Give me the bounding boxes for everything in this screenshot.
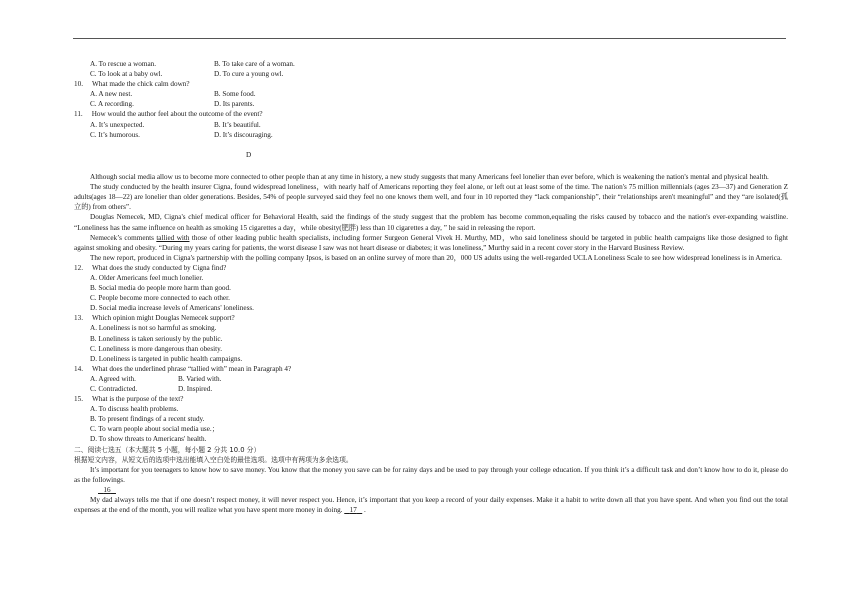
question-stem: What is the purpose of the text?: [91, 395, 184, 404]
q14-options-row1: [74, 374, 788, 384]
q10-options-row1: [74, 89, 788, 99]
q11-option-a: A. It’s unexpected.: [90, 120, 145, 129]
blank-17-number: 17: [349, 506, 357, 515]
question-stem: What made the chick calm down?: [91, 80, 190, 89]
q10-option-a: A. A new nest.: [90, 90, 133, 99]
q11-options-row2: [74, 130, 788, 140]
cloze-paragraph-2-text: My dad always tells me that if one doesn’t respect money, it will never respect you. Hence, it’s important that you keep a record of your daily expenses. Make it a habit to write down all that you have spent. And when you find out the total expenses at the end of the month, you will realize what you have spent more money in doing.: [74, 496, 788, 515]
q11-stem-line: [74, 109, 788, 119]
question-number: 15.: [74, 395, 83, 404]
q9-option-c: C. To look at a baby owl.: [90, 70, 163, 79]
underlined-phrase: tallied with: [156, 233, 190, 242]
q14-option-b: B. Varied with.: [178, 374, 222, 383]
section-heading: 二、阅读七选五（本大题共 5 小题，每小题 2 分共 10.0 分）: [74, 445, 261, 454]
q15-option-b: B. To present findings of a recent study.: [90, 415, 205, 424]
q10-options-row2: [74, 99, 788, 109]
question-number: 12.: [74, 263, 83, 272]
q9-options-row1: [74, 59, 788, 69]
exam-page: [74, 59, 788, 515]
passage-label: D: [246, 150, 252, 159]
q13-option-d: D. Loneliness is targeted in public health campaigns.: [90, 354, 243, 363]
passage-paragraph-3: Douglas Nemecek, MD, Cigna's chief medical officer for Behavioral Health, said the findings of the study suggest that the problem has become common,equaling the risks caused by tobacco and the nation's ever-expanding waistline. “Loneliness has the same influence on health as smoking 15 cigarettes a day，while obesity(肥胖) less than 10 cigarettes a day, ” he said in releasing the report.: [74, 213, 788, 232]
q11-option-d: D. It’s discouraging.: [214, 130, 273, 139]
q14-option-d: D. Inspired.: [178, 385, 213, 393]
q15-stem-line: [74, 394, 788, 404]
q9-option-a: A. To rescue a woman.: [90, 60, 157, 68]
q10-stem-line: [74, 79, 788, 89]
passage-paragraph-1: Although social media allow us to become more connected to other people than at any time in history, a new study suggests that many Americans feel lonelier than ever before, which is weakening the nation's mental and physical health.: [90, 173, 769, 182]
question-number: 14.: [74, 364, 83, 373]
q14-stem-line: [74, 364, 788, 374]
passage-paragraph-4: [74, 233, 788, 253]
cloze-paragraph-2-end: .: [362, 506, 366, 515]
passage-paragraph-5: The new report, produced in Cigna's partnership with the polling company Ipsos, is based on an online survey of more than 20，000 US adults using the well-regarded UCLA Loneliness Scale to see how widespread loneliness is in America.: [90, 253, 782, 262]
header-rule: [73, 38, 786, 39]
q10-option-b: B. Some food.: [214, 90, 256, 99]
q9-option-b: B. To take care of a woman.: [214, 60, 295, 68]
section-instruction: 根据短文内容，从短文后的选项中选出能填入空白处的最佳选项。选项中有两项为多余选项。: [74, 455, 353, 464]
spacer: [74, 160, 788, 170]
question-number: 13.: [74, 314, 83, 323]
q9-option-d: D. To cure a young owl.: [214, 70, 284, 79]
blank-17: [344, 506, 362, 514]
q9-options-row2: [74, 69, 788, 79]
q10-option-c: C. A recording.: [90, 100, 134, 109]
q12-option-c: C. People become more connected to each other.: [90, 294, 230, 303]
blank-16-line: [74, 485, 788, 495]
q13-stem-line: [74, 313, 788, 323]
q13-option-a: A. Loneliness is not so harmful as smoking.: [90, 324, 217, 333]
q15-option-d: D. To show threats to Americans' health.: [90, 435, 207, 444]
q15-option-c: C. To warn people about social media use.；: [90, 425, 219, 434]
question-stem: How would the author feel about the outcome of the event?: [91, 110, 263, 119]
q13-option-b: B. Loneliness is taken seriously by the public.: [90, 334, 223, 343]
q14-option-c: C. Contradicted.: [90, 385, 138, 393]
q14-option-a: A. Agreed with.: [90, 374, 136, 383]
q13-option-c: C. Loneliness is more dangerous than obesity.: [90, 344, 223, 353]
paragraph-4-start: Nemecek’s comments: [90, 233, 157, 242]
blank-16-number: 16: [103, 485, 111, 494]
question-stem: What does the study conducted by Cigna find?: [91, 263, 227, 272]
q11-options-row1: [74, 120, 788, 130]
passage-paragraph-2: The study conducted by the health insurer Cigna, found widespread loneliness，with nearly half of Americans reporting they feel alone, or left out at least some of the time. The nation's 75 million millennials (ages 23—37) and Generation Z adults(ages 18—22) are lonelier than older generations. Besides, 54% of people surveyed said they feel no one knows them well, and four in 10 reported they “lack companionship”, their “relationships aren't meaningful” and they “are isolated(孤立的) from others”.: [74, 183, 788, 212]
q11-option-b: B. It’s beautiful.: [214, 120, 261, 129]
q12-option-b: B. Social media do people more harm than good.: [90, 284, 231, 293]
q11-option-c: C. It’s humorous.: [90, 130, 140, 139]
cloze-paragraph-1: It’s important for you teenagers to know how to save money. You know that the money you save can be for rainy days and be used to pay through your college education. If you think it’s a difficult task and don’t know how to do it, please do as the followings.: [74, 465, 788, 484]
question-stem: Which opinion might Douglas Nemecek support?: [91, 314, 235, 323]
q15-option-a: A. To discuss health problems.: [90, 405, 179, 414]
paragraph-4-end: those of other leading public health specialists, including former Surgeon General Vivek H. Murthy, MD，who said loneliness should be targeted in public health campaigns like those designed to fight against smoking and obesity. “During my years caring for patients, the worst disease I saw was not heart disease or diabetes; it was loneliness,” Murthy said in a recent cover story in the Harvard Business Review.: [74, 233, 788, 252]
q14-options-row2: [74, 384, 788, 394]
question-number: 11.: [74, 110, 83, 119]
q10-option-d: D. Its parents.: [214, 100, 255, 109]
blank-16: [98, 486, 116, 494]
cloze-paragraph-2: [74, 495, 788, 515]
question-number: 10.: [74, 80, 83, 89]
q12-option-d: D. Social media increase levels of Americans' loneliness.: [90, 304, 254, 313]
q12-option-a: A. Older Americans feel much lonelier.: [90, 273, 204, 282]
spacer: [74, 140, 788, 150]
passage-d: [74, 172, 788, 263]
question-stem: What does the underlined phrase “tallied with” mean in Paragraph 4?: [91, 364, 292, 373]
q12-stem-line: [74, 263, 788, 273]
